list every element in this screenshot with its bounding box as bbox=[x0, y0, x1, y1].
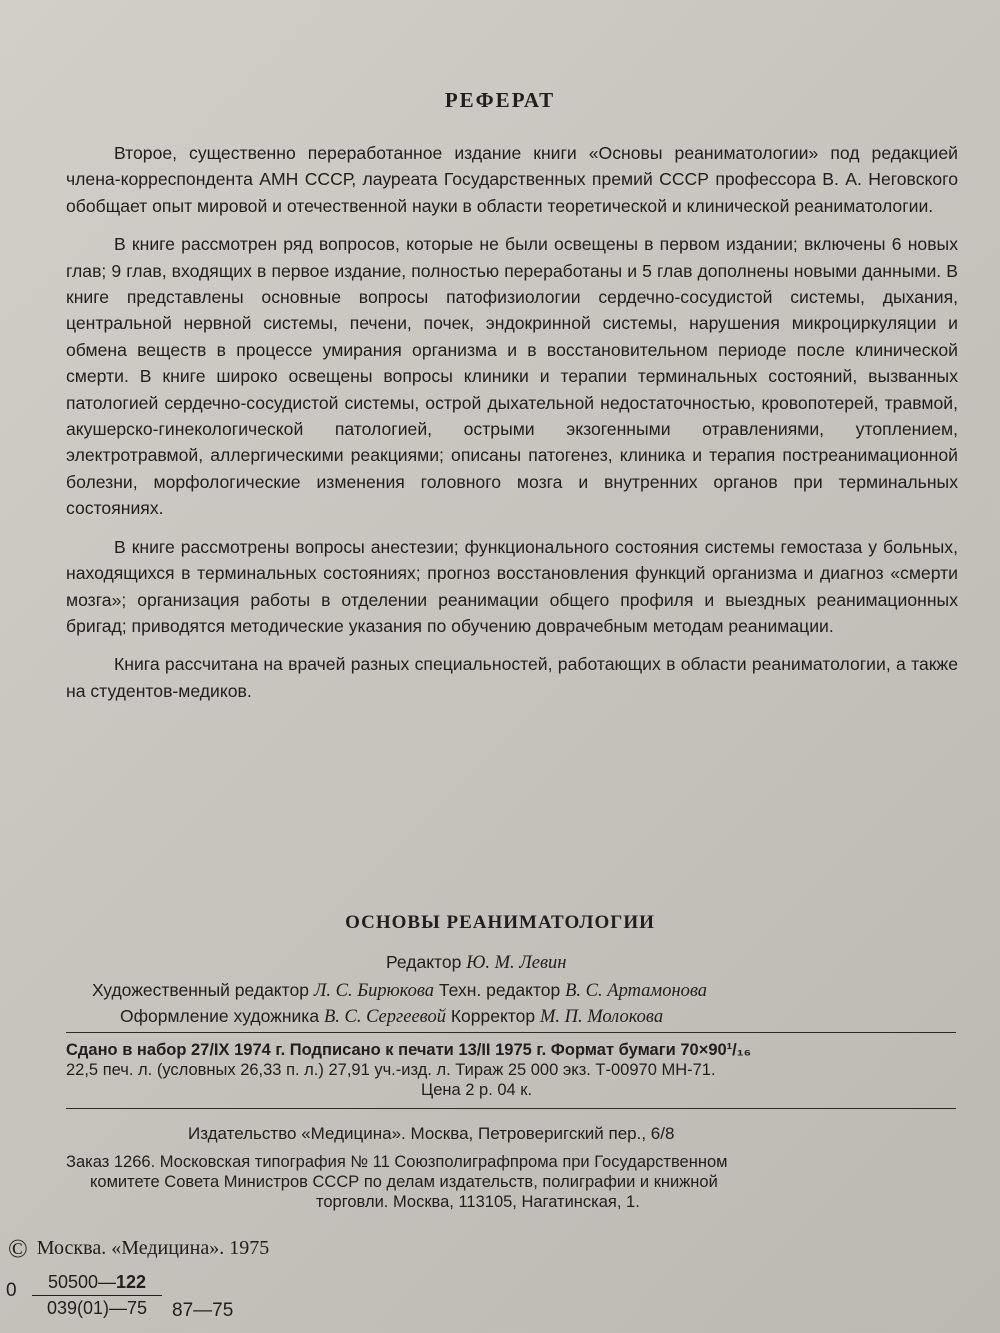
bbk-suffix: 87—75 bbox=[172, 1300, 234, 1321]
editor-label: Редактор bbox=[386, 952, 462, 972]
page-title: РЕФЕРАТ bbox=[444, 88, 556, 112]
bbk-denominator: 039(01)—75 bbox=[46, 1298, 148, 1318]
abstract-paragraph: Второе, существенно переработанное издание книги «Основы реаниматологии» под редакцией члена-корреспондента АМН СССР, лауреата Государственных премий СССР профессора В. А. Неговского обобщает опыт мировой и отечественной науки в области теоретической и клинической реаниматологии. bbox=[66, 143, 958, 216]
abstract-paragraph: В книге рассмотрен ряд вопросов, которые не были освещены в первом издании; включены 6 новых глав; 9 глав, входящих в первое издание, полностью переработаны и 5 глав дополнены новыми данными. В книге представлены основные вопросы патофизиологии сердечно-сосудистой системы, дыхания, центральной нервной системы, печени, почек, эндокринной системы, нарушения микроциркуляции и обмена веществ в процессе умирания организма и в восстановительном периоде после клинической смерти. В книге широко освещены вопросы клиники и терапии терминальных состояний, вызванных патологией сердечно-сосудистой системы, острой дыхательной недостаточностью, кровопотерей, травмой, акушерско-гинекологической патологией, острыми экзогенными отравлениями, утоплением, электротравмой, аллергическими реакциями; описаны патогенез, клиника и терапия постреанимационной болезни, морфологические изменения головного мозга и внутренних органов при терминальных состояниях. bbox=[66, 234, 958, 519]
print-info bbox=[66, 1040, 958, 1100]
copyright-text: Москва. «Медицина». 1975 bbox=[36, 1237, 270, 1259]
book-title: ОСНОВЫ РЕАНИМАТОЛОГИИ bbox=[345, 912, 655, 933]
bbk-numerator: 50500—122 bbox=[32, 1272, 162, 1296]
bbk-prefix: 0 bbox=[6, 1280, 17, 1301]
art-editor-label: Художественный редактор bbox=[92, 980, 309, 1000]
tech-editor-label: Техн. редактор bbox=[438, 980, 561, 1000]
art-editor-name: Л. С. Бирюкова bbox=[313, 981, 435, 1001]
design-name: В. С. Сергеевой bbox=[323, 1007, 446, 1027]
publisher-line: Заказ 1266. Московская типография № 11 Союзполиграфпрома при Государственном bbox=[66, 1153, 728, 1171]
corrector-name: М. П. Молокова bbox=[539, 1007, 664, 1027]
publisher-line: торговли. Москва, 113105, Нагатинская, 1. bbox=[316, 1193, 640, 1211]
corrector-label: Корректор bbox=[450, 1006, 536, 1026]
abstract-paragraph: Книга рассчитана на врачей разных специальностей, работающих в области реаниматологии, а также на студентов-медиков. bbox=[66, 654, 958, 701]
print-info-line: 22,5 печ. л. (условных 26,33 п. л.) 27,91 уч.-изд. л. Тираж 25 000 экз. Т-00970 МН-71. bbox=[66, 1061, 716, 1079]
divider bbox=[66, 1032, 956, 1033]
abstract-paragraph: В книге рассмотрены вопросы анестезии; функционального состояния системы гемостаза у больных, находящихся в терминальных состояниях; прогноз восстановления функций организма и диагноз «смерти мозга»; организация работы в отделении реанимации общего профиля и выездных реанимационных бригад; приводятся методические указания по обучению доврачебным методам реанимации. bbox=[66, 536, 958, 636]
tech-editor-name: В. С. Артамонова bbox=[565, 981, 708, 1001]
art-editor-credit bbox=[0, 980, 1000, 1002]
publisher-info bbox=[66, 1124, 958, 1212]
print-info-line: Сдано в набор 27/IX 1974 г. Подписано к печати 13/II 1975 г. Формат бумаги 70×90¹/₁₆ bbox=[66, 1041, 752, 1059]
editor-name: Ю. М. Левин bbox=[466, 953, 567, 973]
design-credit bbox=[0, 1006, 1000, 1028]
bbk-fraction bbox=[32, 1272, 162, 1319]
design-label: Оформление художника bbox=[120, 1006, 320, 1026]
editor-credit bbox=[0, 952, 1000, 974]
divider bbox=[66, 1108, 956, 1109]
print-info-line: Цена 2 р. 04 к. bbox=[421, 1081, 533, 1099]
abstract-body bbox=[66, 140, 958, 716]
publisher-line: комитете Совета Министров СССР по делам издательств, полиграфии и книжной bbox=[90, 1173, 718, 1191]
publisher-line: Издательство «Медицина». Москва, Петроверигский пер., 6/8 bbox=[188, 1124, 675, 1143]
copyright-icon: © bbox=[8, 1234, 28, 1263]
copyright-line bbox=[8, 1234, 269, 1264]
